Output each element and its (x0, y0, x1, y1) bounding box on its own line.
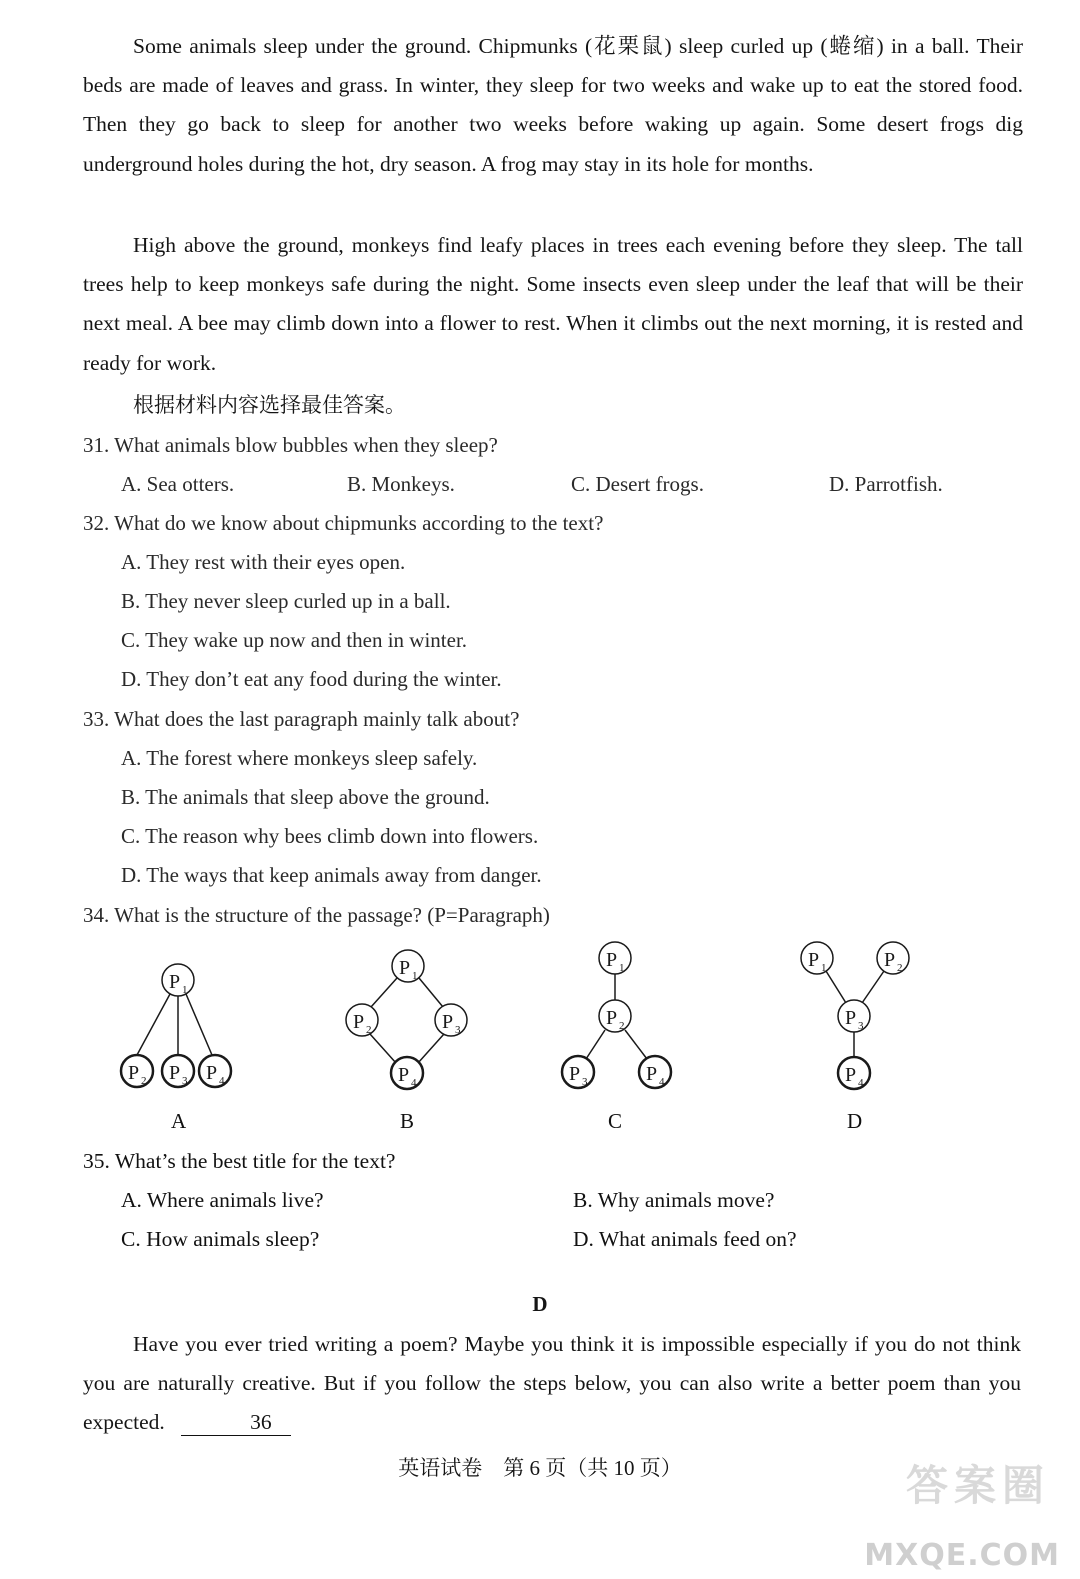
svg-text:3: 3 (455, 1024, 461, 1036)
svg-text:3: 3 (858, 1020, 864, 1032)
node-d-p3 (838, 1000, 870, 1032)
question-32-option-d[interactable]: D. They don’t eat any food during the winter. (121, 667, 502, 691)
svg-text:P: P (884, 949, 896, 971)
svg-text:P: P (569, 1063, 581, 1085)
question-32-option-c[interactable]: C. They wake up now and then in winter. (121, 628, 468, 652)
svg-text:1: 1 (412, 970, 418, 982)
svg-text:4: 4 (219, 1075, 225, 1087)
watermark-logo: 答案圈 (905, 1461, 1050, 1510)
svg-text:2: 2 (619, 1020, 625, 1032)
question-instruction: 根据材料内容选择最佳答案。 (133, 393, 406, 417)
svg-text:P: P (845, 1064, 857, 1086)
structure-option-a-label: A (171, 1109, 187, 1133)
edge-b-3-4 (418, 1034, 444, 1063)
question-34-stem: 34. What is the structure of the passage? (P=Paragraph) (83, 903, 550, 927)
svg-text:2: 2 (141, 1075, 147, 1087)
svg-text:P: P (606, 1007, 618, 1029)
svg-text:2: 2 (366, 1024, 372, 1036)
question-31-option-c[interactable]: C. Desert frogs. (571, 472, 704, 496)
edge-b-2-4 (370, 1034, 396, 1063)
svg-text:4: 4 (659, 1076, 665, 1088)
svg-text:P: P (442, 1011, 454, 1033)
edge-b-1-3 (419, 978, 443, 1007)
svg-text:4: 4 (858, 1077, 864, 1089)
edge-d-2-3 (862, 971, 884, 1003)
node-d-p4 (838, 1057, 870, 1089)
svg-text:P: P (808, 949, 820, 971)
node-d-p2 (877, 942, 909, 974)
node-a-p3 (162, 1055, 194, 1087)
question-35-option-a[interactable]: A. Where animals live? (121, 1188, 324, 1212)
passage-paragraph-underground: Some animals sleep under the ground. Chipmunks (花栗鼠) sleep curled up (蜷缩) in a ball. Their beds are made of leaves and grass. In winter, they sleep for two weeks and wake up to eat the stored food. Then they go back to sleep for another two weeks before waking up again. Some desert frogs dig underground holes during the hot, dry season. A frog may stay in its hole for months. (83, 34, 1023, 176)
question-35-option-d[interactable]: D. What animals feed on? (573, 1227, 797, 1251)
question-33-stem: 33. What does the last paragraph mainly talk about? (83, 707, 520, 731)
node-a-p4 (199, 1055, 231, 1087)
question-33-option-a[interactable]: A. The forest where monkeys sleep safely. (121, 746, 478, 770)
node-a-p1 (162, 964, 194, 996)
svg-text:P: P (169, 1062, 181, 1084)
watermark (830, 1453, 1060, 1573)
page-footer: 英语试卷 第 6 页（共 10 页） (398, 1456, 682, 1480)
question-33-option-d[interactable]: D. The ways that keep animals away from danger. (121, 863, 542, 887)
svg-text:P: P (399, 957, 411, 979)
edge-b-1-2 (371, 978, 397, 1007)
node-c-p3 (562, 1056, 594, 1088)
svg-text:1: 1 (619, 962, 625, 974)
structure-option-b[interactable] (346, 950, 467, 1133)
structure-option-c[interactable] (562, 942, 671, 1133)
node-b-p1 (392, 950, 424, 982)
passage-d-intro-text: Have you ever tried writing a poem? Maybe you think it is impossible especially if you do not think you are naturally creative. But if you follow the steps below, you can also write a better poem than you expected. (83, 1332, 1021, 1435)
edge-a-1-2 (137, 994, 170, 1055)
edge-c-2-3 (586, 1030, 605, 1059)
question-32-stem: 32. What do we know about chipmunks according to the text? (83, 511, 604, 535)
node-b-p4 (391, 1057, 423, 1089)
structure-option-d[interactable] (801, 942, 909, 1133)
svg-text:P: P (206, 1062, 218, 1084)
svg-text:P: P (845, 1007, 857, 1029)
structure-diagrams (0, 938, 1080, 1138)
svg-text:3: 3 (182, 1075, 188, 1087)
passage-paragraph-above-ground: High above the ground, monkeys find leafy places in trees each evening before they sleep. The tall trees help to keep monkeys safe during the night. Some insects even sleep under the leaf that will be their next meal. A bee may climb down into a flower to rest. When it climbs out the next morning, it is rested and ready for work. (83, 233, 1023, 375)
svg-text:4: 4 (411, 1077, 417, 1089)
svg-text:P: P (606, 949, 618, 971)
answer-blank-36[interactable]: 36 (181, 1409, 291, 1436)
node-b-p2 (346, 1004, 378, 1036)
watermark-url: MXQE.COM (864, 1538, 1060, 1573)
svg-text:1: 1 (182, 984, 188, 996)
question-35-stem: 35. What’s the best title for the text? (83, 1149, 396, 1173)
svg-text:P: P (353, 1011, 365, 1033)
node-c-p4 (639, 1056, 671, 1088)
question-31-option-d[interactable]: D. Parrotfish. (829, 472, 943, 496)
node-b-p3 (435, 1004, 467, 1036)
svg-text:P: P (398, 1064, 410, 1086)
passage-d-intro (83, 1325, 1021, 1443)
svg-text:3: 3 (582, 1076, 588, 1088)
section-title-d: D (532, 1292, 548, 1316)
question-35-option-b[interactable]: B. Why animals move? (573, 1188, 775, 1212)
question-31-option-b[interactable]: B. Monkeys. (347, 472, 455, 496)
edge-a-1-4 (186, 994, 212, 1055)
question-31-stem: 31. What animals blow bubbles when they sleep? (83, 433, 498, 457)
svg-text:2: 2 (897, 962, 903, 974)
structure-option-b-label: B (400, 1109, 415, 1133)
edge-d-1-3 (826, 971, 846, 1003)
question-35-option-c[interactable]: C. How animals sleep? (121, 1227, 320, 1251)
edge-c-2-4 (625, 1030, 647, 1059)
question-33-option-b[interactable]: B. The animals that sleep above the ground. (121, 785, 490, 809)
svg-text:P: P (128, 1062, 140, 1084)
node-c-p2 (599, 1000, 631, 1032)
structure-option-a[interactable] (121, 964, 231, 1133)
structure-option-d-label: D (847, 1109, 863, 1133)
node-a-p2 (121, 1055, 153, 1087)
svg-text:1: 1 (821, 962, 827, 974)
node-d-p1 (801, 942, 833, 974)
svg-text:P: P (169, 971, 181, 993)
node-c-p1 (599, 942, 631, 974)
question-32-option-b[interactable]: B. They never sleep curled up in a ball. (121, 589, 451, 613)
question-32-option-a[interactable]: A. They rest with their eyes open. (121, 550, 406, 574)
svg-text:P: P (646, 1063, 658, 1085)
question-31-option-a[interactable]: A. Sea otters. (121, 472, 235, 496)
question-33-option-c[interactable]: C. The reason why bees climb down into flowers. (121, 824, 539, 848)
structure-option-c-label: C (608, 1109, 623, 1133)
